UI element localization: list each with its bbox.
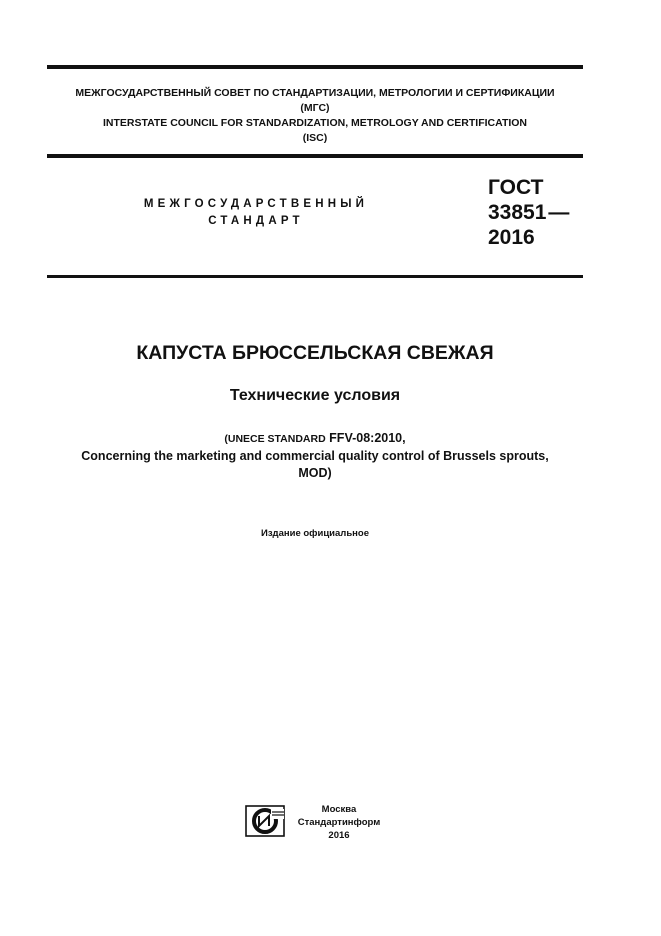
- council-abbr-en: (ISC): [302, 132, 328, 144]
- gost-dash: —: [548, 201, 570, 224]
- document-title: КАПУСТА БРЮССЕЛЬСКАЯ СВЕЖАЯ: [136, 342, 494, 364]
- council-abbr-ru: (МГС): [300, 102, 330, 114]
- council-name-ru: МЕЖГОСУДАРСТВЕННЫЙ СОВЕТ ПО СТАНДАРТИЗАЦИИ, МЕТРОЛОГИИ И СЕРТИФИКАЦИИ: [75, 87, 555, 99]
- publisher-block: [294, 803, 384, 842]
- gost-year: 2016: [488, 226, 535, 249]
- gost-code-block: [488, 175, 569, 250]
- publisher-name: Стандартинформ: [297, 817, 381, 828]
- standard-ref-code: FFV-08:2010,: [329, 431, 406, 445]
- council-name-en: INTERSTATE COUNCIL FOR STANDARDIZATION, METROLOGY AND CERTIFICATION: [102, 117, 528, 129]
- bottom-rule: [47, 275, 583, 278]
- publisher-city: Москва: [321, 804, 357, 815]
- official-edition-note: Издание официальное: [261, 528, 369, 539]
- document-subtitle: Технические условия: [229, 387, 401, 404]
- publisher-year: 2016: [328, 830, 350, 841]
- standard-ref-paren: (: [224, 433, 228, 445]
- standard-ref-line-1: [0, 430, 630, 448]
- standard-ref-line-2: Concerning the marketing and commercial quality control of Brussels sprouts,: [81, 449, 549, 463]
- gost-number: 33851: [488, 201, 547, 224]
- designation-line-2: СТАНДАРТ: [208, 215, 304, 227]
- top-rule: [47, 65, 583, 69]
- gost-number-line: [488, 200, 569, 225]
- council-header: [47, 86, 583, 146]
- standard-designation: [118, 196, 394, 230]
- standard-ref-unece: UNECE STANDARD: [227, 433, 326, 445]
- middle-rule: [47, 154, 583, 158]
- designation-line-1: МЕЖГОСУДАРСТВЕННЫЙ: [143, 198, 369, 210]
- standard-ref-line-3: MOD): [298, 466, 332, 480]
- standartinform-logo-icon: [245, 805, 285, 837]
- standard-reference: [0, 430, 630, 482]
- gost-label: ГОСТ: [488, 176, 544, 199]
